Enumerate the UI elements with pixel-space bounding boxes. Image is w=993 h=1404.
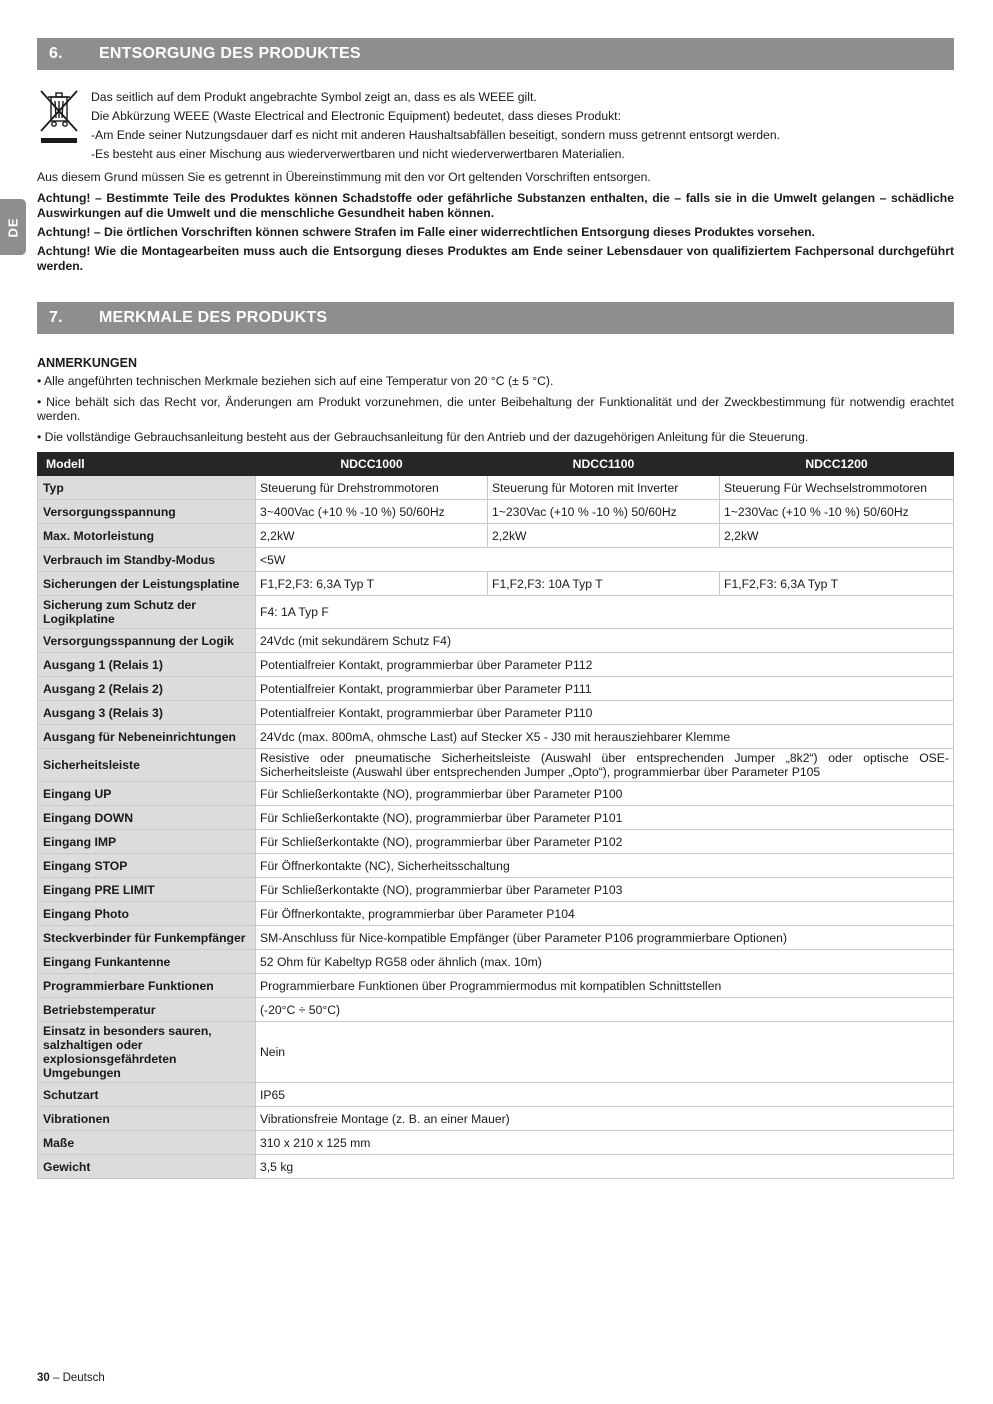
row-label: Eingang STOP [38,854,256,878]
row-value: Für Schließerkontakte (NO), programmierbar über Parameter P101 [256,806,954,830]
table-row [38,950,954,974]
row-label: Versorgungsspannung [38,500,256,524]
section-7-title: MERKMALE DES PRODUKTS [99,309,328,326]
table-row [38,524,954,548]
row-value: Für Schließerkontakte (NO), programmierbar über Parameter P102 [256,830,954,854]
row-value: 3,5 kg [256,1155,954,1179]
table-header-cell: Modell [38,453,256,476]
table-row [38,998,954,1022]
footer-language: – Deutsch [53,1372,105,1384]
row-value: F1,F2,F3: 6,3A Typ T [720,572,954,596]
row-value: 1~230Vac (+10 % -10 %) 50/60Hz [488,500,720,524]
row-value: 310 x 210 x 125 mm [256,1131,954,1155]
table-row [38,701,954,725]
note-item: • Alle angeführten technischen Merkmale beziehen sich auf eine Temperatur von 20 °C (± 5 °C). [37,374,554,388]
table-row [38,1155,954,1179]
table-row [38,548,954,572]
weee-line: Das seitlich auf dem Produkt angebrachte Symbol zeigt an, dass es als WEEE gilt. [91,90,537,104]
table-header-cell: NDCC1000 [256,453,488,476]
row-value: IP65 [256,1083,954,1107]
row-value: Für Schließerkontakte (NO), programmierbar über Parameter P103 [256,878,954,902]
table-row [38,629,954,653]
row-label: Einsatz in besonders sauren, salzhaltigen oder explosionsgefährdeten Umgebungen [38,1022,256,1083]
row-value: 3~400Vac (+10 % -10 %) 50/60Hz [256,500,488,524]
table-row [38,749,954,782]
crossed-out-bin-icon [37,87,81,145]
row-label: Gewicht [38,1155,256,1179]
language-tab-label: DE [5,216,21,238]
row-value: 24Vdc (mit sekundärem Schutz F4) [256,629,954,653]
row-label: Programmierbare Funktionen [38,974,256,998]
row-value: <5W [256,548,954,572]
row-label: Schutzart [38,1083,256,1107]
table-row [38,854,954,878]
row-value: F4: 1A Typ F [256,596,954,629]
section-7-number: 7. [49,309,63,326]
row-label: Sicherungen der Leistungsplatine [38,572,256,596]
table-row [38,1131,954,1155]
table-row [38,1107,954,1131]
table-row [38,572,954,596]
warning-paragraph: Achtung! Wie die Montagearbeiten muss auch die Entsorgung dieses Produktes am Ende seiner Lebensdauer von qualifiziertem Fachpersonal durchgeführt werden. [37,244,954,273]
note-item: • Nice behält sich das Recht vor, Änderungen am Produkt vorzunehmen, die unter Beibehaltung der Funktionalität und der Zweckbestimmung für notwendig erachtet werden. [37,394,954,423]
row-value: Programmierbare Funktionen über Programmiermodus mit kompatiblen Schnittstellen [256,974,954,998]
page-content [37,38,954,1179]
row-value: F1,F2,F3: 6,3A Typ T [256,572,488,596]
row-label: Eingang Photo [38,902,256,926]
row-value: Steuerung für Drehstrommotoren [256,476,488,500]
row-label: Versorgungsspannung der Logik [38,629,256,653]
section-6-title: ENTSORGUNG DES PRODUKTES [99,45,361,62]
page-footer [37,1372,105,1384]
row-value: Für Schließerkontakte (NO), programmierbar über Parameter P100 [256,782,954,806]
row-value: F1,F2,F3: 10A Typ T [488,572,720,596]
table-row [38,830,954,854]
row-label: Verbrauch im Standby-Modus [38,548,256,572]
table-row [38,1083,954,1107]
row-value: Steuerung Für Wechselstrommotoren [720,476,954,500]
row-label: Steckverbinder für Funkempfänger [38,926,256,950]
row-label: Max. Motorleistung [38,524,256,548]
row-label: Betriebstemperatur [38,998,256,1022]
row-label: Eingang PRE LIMIT [38,878,256,902]
weee-line: -Am Ende seiner Nutzungsdauer darf es nicht mit anderen Haushaltsabfällen beseitigt, sondern muss getrennt entsorgt werden. [91,128,780,142]
row-label: Vibrationen [38,1107,256,1131]
row-label: Ausgang 3 (Relais 3) [38,701,256,725]
notes-heading: ANMERKUNGEN [37,356,137,370]
section-6-header [37,38,954,70]
table-row [38,1022,954,1083]
row-label: Ausgang für Nebeneinrichtungen [38,725,256,749]
note-item: • Die vollständige Gebrauchsanleitung besteht aus der Gebrauchsanleitung für den Antrieb und der dazugehörigen Anleitung für die Steuerung. [37,429,809,444]
table-row [38,782,954,806]
row-label: Eingang IMP [38,830,256,854]
row-label: Ausgang 2 (Relais 2) [38,677,256,701]
table-row [38,476,954,500]
table-row [38,902,954,926]
row-value: Für Öffnerkontakte (NC), Sicherheitsschaltung [256,854,954,878]
row-label: Eingang DOWN [38,806,256,830]
weee-block [37,90,954,166]
table-row [38,500,954,524]
table-row [38,974,954,998]
weee-line: -Es besteht aus einer Mischung aus wiederverwertbaren und nicht wiederverwertbaren Materialien. [91,147,625,161]
table-row [38,677,954,701]
row-label: Eingang Funkantenne [38,950,256,974]
row-value: 2,2kW [488,524,720,548]
row-value: Nein [256,1022,954,1083]
table-header-cell: NDCC1200 [720,453,954,476]
row-value: 2,2kW [256,524,488,548]
table-row [38,596,954,629]
row-value: 2,2kW [720,524,954,548]
row-label: Eingang UP [38,782,256,806]
row-label: Sicherung zum Schutz der Logikplatine [38,596,256,629]
page-number: 30 [37,1372,50,1384]
row-value: Steuerung für Motoren mit Inverter [488,476,720,500]
table-header-cell: NDCC1100 [488,453,720,476]
row-value: Resistive oder pneumatische Sicherheitsleiste (Auswahl über entsprechenden Jumper „8k2“) oder optische OSE-Sicherheitsleiste (Auswahl über entsprechenden Jumper „Opto“), programmierbar über Parameter P105 [256,749,954,782]
row-value: 52 Ohm für Kabeltyp RG58 oder ähnlich (max. 10m) [256,950,954,974]
row-label: Ausgang 1 (Relais 1) [38,653,256,677]
row-value: SM-Anschluss für Nice-kompatible Empfänger (über Parameter P106 programmierbare Optionen) [256,926,954,950]
table-row [38,926,954,950]
section-6-number: 6. [49,45,63,62]
language-tab [0,199,26,255]
row-label: Maße [38,1131,256,1155]
weee-line: Die Abkürzung WEEE (Waste Electrical and Electronic Equipment) bedeutet, dass dieses Produkt: [91,109,621,123]
table-row [38,725,954,749]
warning-paragraph: Achtung! – Die örtlichen Vorschriften können schwere Strafen im Falle einer widerrechtlichen Entsorgung dieses Produktes vorsehen. [37,225,815,239]
disposal-instruction: Aus diesem Grund müssen Sie es getrennt in Übereinstimmung mit den vor Ort geltenden Vorschriften entsorgen. [37,170,651,184]
table-header-row [38,453,954,476]
weee-text [91,90,780,166]
spec-table [37,452,954,1179]
row-value: 1~230Vac (+10 % -10 %) 50/60Hz [720,500,954,524]
table-row [38,878,954,902]
row-value: Potentialfreier Kontakt, programmierbar über Parameter P111 [256,677,954,701]
row-label: Sicherheitsleiste [38,749,256,782]
table-row [38,806,954,830]
row-value: Für Öffnerkontakte, programmierbar über Parameter P104 [256,902,954,926]
row-value: Vibrationsfreie Montage (z. B. an einer Mauer) [256,1107,954,1131]
row-value: 24Vdc (max. 800mA, ohmsche Last) auf Stecker X5 - J30 mit herausziehbarer Klemme [256,725,954,749]
table-row [38,653,954,677]
row-value: Potentialfreier Kontakt, programmierbar über Parameter P112 [256,653,954,677]
section-7-header [37,302,954,334]
row-value: (-20°C ÷ 50°C) [256,998,954,1022]
row-label: Typ [38,476,256,500]
warning-paragraph: Achtung! – Bestimmte Teile des Produktes können Schadstoffe oder gefährliche Substanzen enthalten, die – falls sie in die Umwelt gelangen – schädliche Auswirkungen auf die Umwelt und die menschliche Gesundheit haben können. [37,191,954,220]
row-value: Potentialfreier Kontakt, programmierbar über Parameter P110 [256,701,954,725]
